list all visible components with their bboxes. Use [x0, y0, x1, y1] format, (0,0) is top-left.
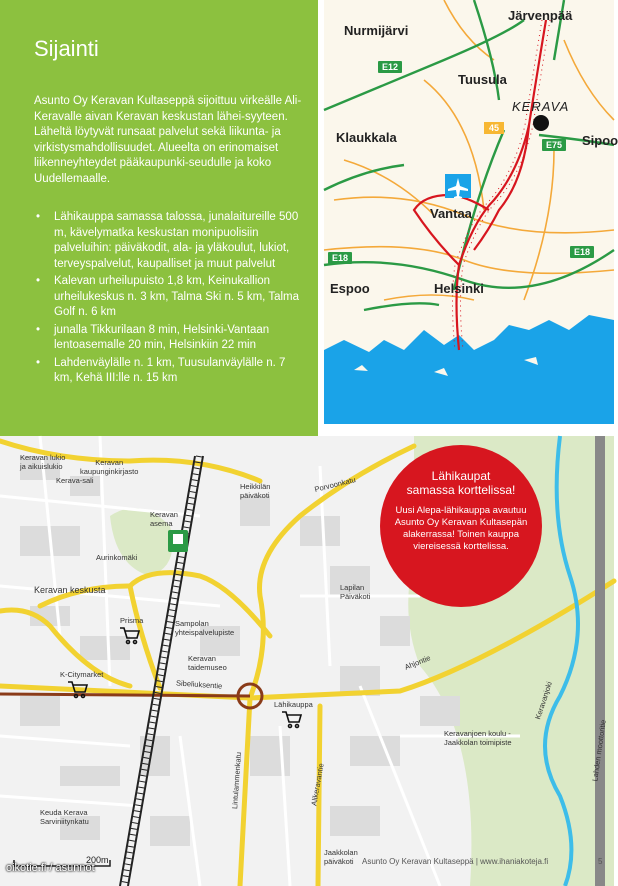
place-klaukkala: Klaukkala: [336, 130, 397, 145]
street-lahden-moottoritie: Lahden moottoritie: [590, 719, 608, 782]
place-tuusula: Tuusula: [458, 72, 507, 87]
label-keuda: Keuda Kerava Sarviniitynkatu: [40, 808, 89, 826]
street-ahjontie: Ahjontie: [403, 653, 432, 672]
promo-title: Lähikaupat samassa korttelissa!: [406, 469, 516, 497]
place-nurmijarvi: Nurmijärvi: [344, 23, 409, 38]
footer-text: Asunto Oy Keravan Kultaseppä | www.ihaniakoteja.fi: [362, 857, 549, 866]
street-porvoonkatu: Porvoonkatu: [313, 475, 357, 494]
feature-item: • Kalevan urheilupuisto 1,8 km, Keinukallion urheilukeskus n. 3 km, Talma Ski n. 5 km, Talma Golf n. 6 km: [34, 274, 306, 321]
street-alikeravantie: Alikeravantie: [309, 762, 326, 807]
label-koulu: Keravanjoen koulu - Jaakkolan toimipiste: [444, 729, 512, 747]
label-aurinkomaki: Aurinkomäki: [96, 553, 138, 562]
place-kerava: KERAVA: [512, 99, 570, 114]
feature-item: • Lahdenväylälle n. 1 km, Tuusulanväylälle n. 7 km, Kehä III:lle n. 15 km: [34, 356, 306, 387]
place-espoo: Espoo: [330, 281, 370, 296]
street-keravanjoki: Keravanjoki: [533, 680, 554, 721]
section-title: Sijainti: [34, 36, 99, 61]
label-asema: Keravan asema: [150, 510, 178, 528]
label-prisma: Prisma: [120, 616, 144, 625]
label-lahikauppa: Lähikauppa: [274, 700, 313, 709]
street-sibeliuksentie: Sibeliuksentie: [175, 678, 223, 691]
label-taidemuseo: Keravan taidemuseo: [188, 654, 227, 672]
road-45: 45: [484, 122, 504, 134]
road-e12: E12: [378, 61, 402, 73]
label-sampola: Sampolan yhteispalvelupiste: [175, 619, 235, 637]
intro-text: Asunto Oy Keravan Kultaseppä sijoittuu virkeälle Ali-Keravalle aivan Keravan keskustan lähei-syyteen. Läheltä löytyvät runsaat palvelut sekä liikunta- ja virkistysmahdollisuudet. Alueelta on erinomaiset liikenneyhteydet pääkaupunki-seudulle ja koko Uudellemaalle.: [34, 95, 302, 185]
scale-label: 200m: [86, 855, 109, 865]
local-map: [0, 436, 614, 886]
place-jarvenpaa: Järvenpää: [508, 8, 573, 23]
promo-bubble: [380, 445, 542, 607]
place-sipoo: Sipoo: [582, 133, 618, 148]
label-keskusta: Keravan keskusta: [34, 585, 106, 595]
feature-item: • Lähikauppa samassa talossa, junalaitureille 500 m, kävelymatka keskustan monipuolisiin palveluihin: päiväkodit, ala- ja yläkoulut, lukiot, terveyspalvelut, kaupalliset ja muut palvelut: [34, 210, 306, 272]
place-vantaa: Vantaa: [430, 206, 472, 221]
label-lapila: Lapilan Päiväkoti: [340, 583, 371, 601]
description-panel: [0, 0, 318, 436]
page-number: 5: [598, 857, 603, 866]
road-e18-right: E18: [570, 246, 594, 258]
kerava-marker: [533, 115, 549, 131]
street-lintulammenkatu: Lintulammenkatu: [230, 751, 244, 810]
label-kcitymarket: K-Citymarket: [60, 670, 104, 679]
promo-body: Uusi Alepa-lähikauppa avautuu Asunto Oy Keravan Kultasepän alakerrassa! Toinen kauppa viereisessä korttelissa.: [394, 505, 528, 552]
label-heikkila: Heikkilän päiväkoti: [240, 482, 271, 500]
label-jaakkola: Jaakkolan päiväkoti: [324, 848, 358, 866]
label-kirjasto: Keravan kaupunginkirjasto: [80, 458, 139, 476]
road-e18-left: E18: [328, 252, 352, 264]
road-e75: E75: [542, 139, 566, 151]
feature-list: [34, 210, 306, 389]
label-kerava-sali: Kerava-sali: [56, 476, 94, 485]
watermark: oikotie.fi / asunnot: [6, 862, 95, 874]
feature-item: • junalla Tikkurilaan 8 min, Helsinki-Vantaan lentoasemalle 20 min, Helsinkiin 22 min: [34, 323, 306, 354]
region-map: [324, 0, 618, 424]
place-helsinki: Helsinki: [434, 281, 484, 296]
label-lukio: Keravan lukio ja aikuislukio: [20, 453, 66, 471]
